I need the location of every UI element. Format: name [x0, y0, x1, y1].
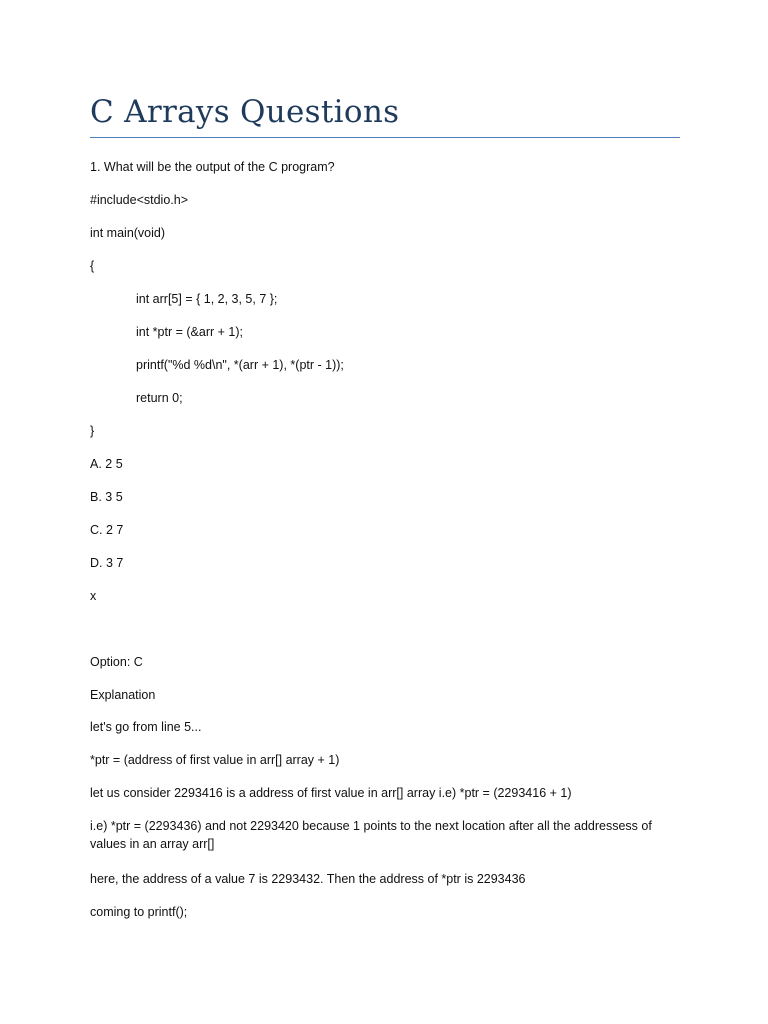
explanation-line: here, the address of a value 7 is 2293432. Then the address of *ptr is 2293436 [90, 872, 526, 886]
code-close-brace: } [90, 424, 95, 438]
code-main-line: int main(void) [90, 226, 166, 240]
explanation-line: coming to printf(); [90, 905, 188, 919]
code-open-brace: { [90, 259, 95, 273]
explanation-line: i.e) *ptr = (2293436) and not 2293420 because 1 points to the next location after all the addressess of values in an array arr[] [90, 819, 652, 851]
code-arr-line: int arr[5] = { 1, 2, 3, 5, 7 }; [136, 292, 278, 306]
marker-text: x [90, 589, 97, 603]
option-d: D. 3 7 [90, 556, 124, 570]
question-text: 1. What will be the output of the C program? [90, 160, 335, 174]
code-return-line: return 0; [136, 391, 183, 405]
code-include-line: #include<stdio.h> [90, 193, 188, 207]
code-ptr-line: int *ptr = (&arr + 1); [136, 325, 243, 339]
answer-text: Option: C [90, 655, 143, 669]
document-title: C Arrays Questions [90, 94, 400, 130]
explanation-line: let's go from line 5... [90, 720, 202, 734]
title-underline [90, 137, 680, 138]
option-a: A. 2 5 [90, 457, 123, 471]
explanation-heading: Explanation [90, 688, 156, 702]
option-c: C. 2 7 [90, 523, 124, 537]
code-printf-line: printf("%d %d\n", *(arr + 1), *(ptr - 1)); [136, 358, 344, 372]
option-b: B. 3 5 [90, 490, 123, 504]
explanation-line: *ptr = (address of first value in arr[] array + 1) [90, 753, 340, 767]
explanation-line: let us consider 2293416 is a address of first value in arr[] array i.e) *ptr = (2293416 + 1) [90, 786, 572, 800]
